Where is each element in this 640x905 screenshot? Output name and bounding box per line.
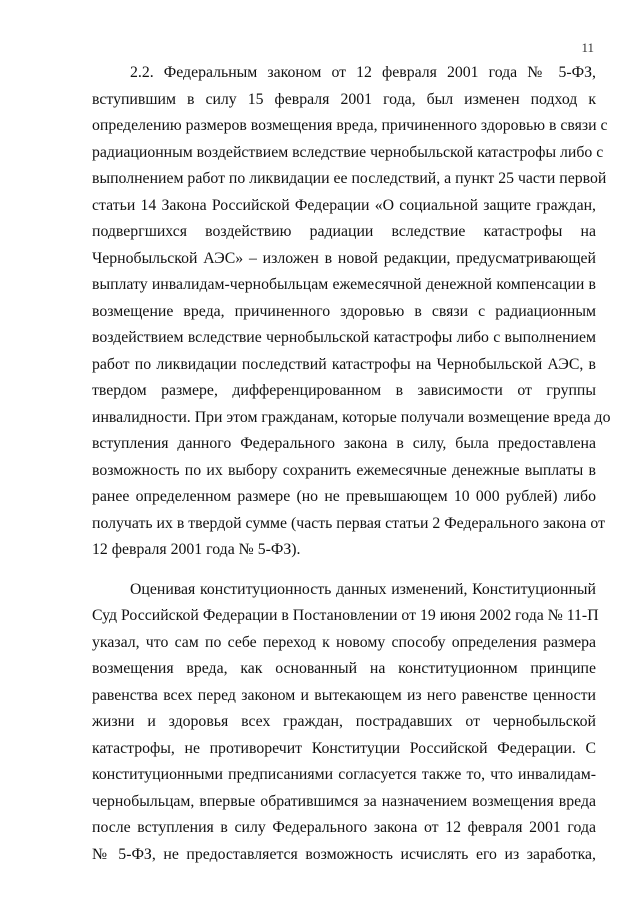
text-line: 2.2. Федеральным законом от 12 февраля 2001 года № 5-ФЗ, bbox=[130, 64, 596, 81]
text-line: статьи 14 Закона Российской Федерации «О социальной защите граждан, bbox=[92, 196, 596, 214]
text-line: жизни и здоровья всех граждан, пострадавших от чернобыльской bbox=[92, 713, 596, 730]
text-line: вступившим в силу 15 февраля 2001 года, был изменен подход к bbox=[92, 90, 596, 108]
text-line: 12 февраля 2001 года № 5-ФЗ). bbox=[92, 541, 301, 558]
text-line: указал, что сам по себе переход к новому способу определения размера bbox=[92, 633, 596, 651]
text-line: вступления данного Федерального закона в силу, была предоставлена bbox=[92, 435, 596, 452]
paragraph-gap bbox=[92, 564, 596, 577]
text-line: воздействием вследствие чернобыльской катастрофы либо с выполнением bbox=[92, 329, 596, 346]
paragraph bbox=[92, 60, 611, 564]
text-line: инвалидности. При этом гражданам, которые получали возмещение вреда до bbox=[92, 408, 611, 426]
page-number: 11 bbox=[581, 40, 594, 55]
text-line: катастрофы, не противоречит Конституции Российской Федерации. С bbox=[92, 739, 596, 757]
text-line: № 5-ФЗ, не предоставляется возможность исчислять его из заработка, bbox=[92, 845, 596, 863]
text-line: ранее определенном размере (но не превышающем 10 000 рублей) либо bbox=[92, 488, 596, 505]
text-line: определению размеров возмещения вреда, причиненного здоровью в связи с bbox=[92, 117, 608, 134]
text-line: чернобыльцам, впервые обратившимся за назначением возмещения вреда bbox=[92, 792, 596, 810]
text-line: Суд Российской Федерации в Постановлении от 19 июня 2002 года № 11-П bbox=[92, 607, 599, 624]
text-line: равенства всех перед законом и вытекающем из него равенстве ценности bbox=[92, 686, 596, 704]
text-line: выплату инвалидам-чернобыльцам ежемесячной денежной компенсации в bbox=[92, 276, 596, 293]
text-line: возможность по их выбору сохранить ежемесячные денежные выплаты в bbox=[92, 461, 596, 479]
text-line: Чернобыльской АЭС» – изложен в новой редакции, предусматривающей bbox=[92, 249, 596, 267]
document-body bbox=[92, 60, 611, 868]
text-line: Оценивая конституционность данных изменений, Конституционный bbox=[130, 580, 596, 598]
text-line: радиационным воздействием вследствие чернобыльской катастрофы либо с bbox=[92, 143, 604, 161]
text-line: выполнением работ по ликвидации ее последствий, а пункт 25 части первой bbox=[92, 170, 607, 187]
text-line: после вступления в силу Федерального закона от 12 февраля 2001 года bbox=[92, 819, 596, 836]
text-line: возмещение вреда, причиненного здоровью в связи с радиационным bbox=[92, 302, 596, 320]
paragraph bbox=[92, 577, 599, 869]
text-line: работ по ликвидации последствий катастрофы на Чернобыльской АЭС, в bbox=[92, 355, 596, 373]
text-line: конституционными предписаниями согласуется также то, что инвалидам- bbox=[92, 766, 596, 783]
text-line: возмещения вреда, как основанный на конституционном принципе bbox=[92, 660, 596, 677]
text-line: твердом размере, дифференцированном в зависимости от группы bbox=[92, 382, 596, 399]
text-line: подвергшихся воздействию радиации вследствие катастрофы на bbox=[92, 223, 596, 240]
text-line: получать их в твердой сумме (часть первая статьи 2 Федерального закона от bbox=[92, 514, 605, 532]
